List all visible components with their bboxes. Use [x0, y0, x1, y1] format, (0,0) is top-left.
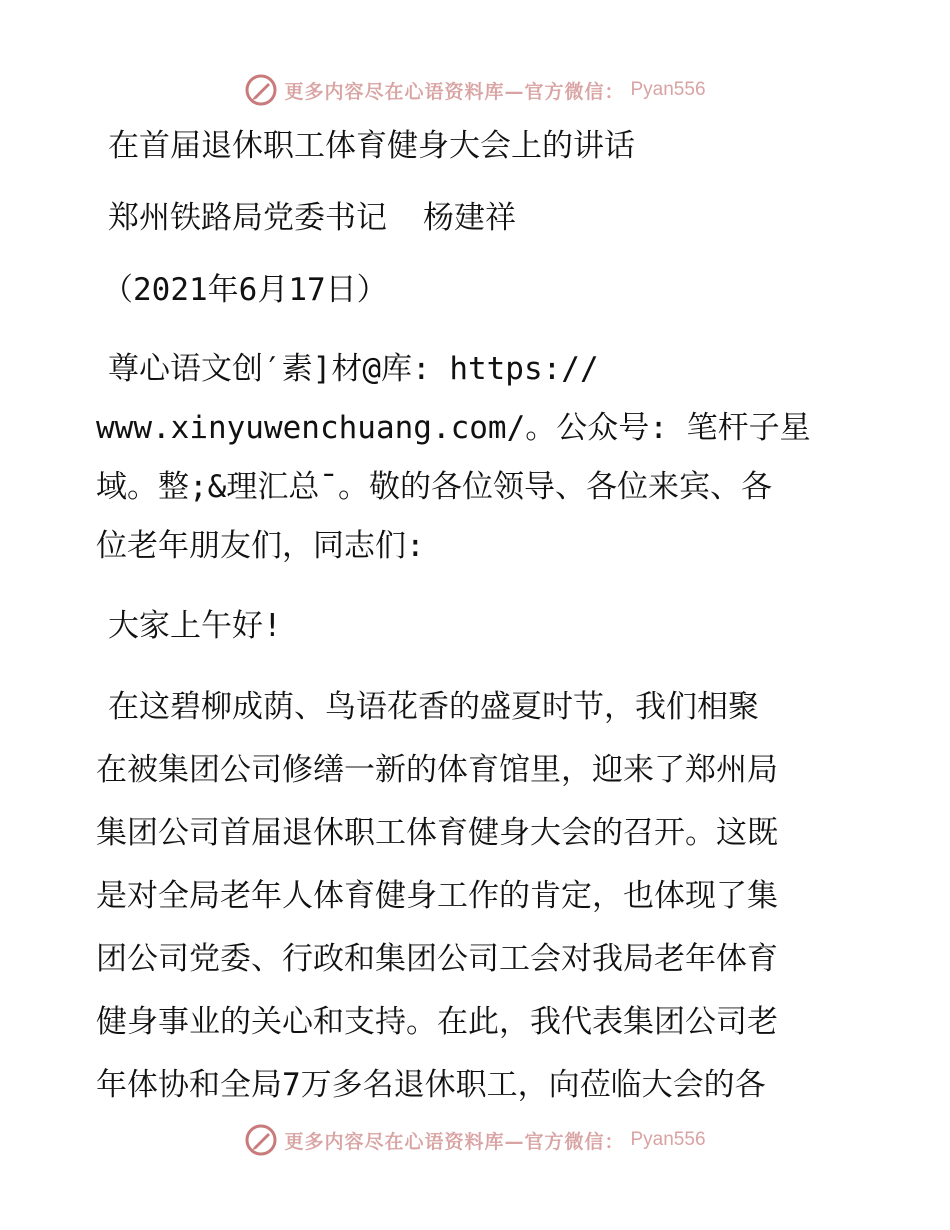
- header-watermark: [0, 70, 950, 110]
- pen-logo-icon: [244, 73, 278, 107]
- watermark-brand: Pyan556: [630, 79, 706, 100]
- body-line: 健身事业的关心和支持。在此，我代表集团公司老: [96, 1004, 778, 1040]
- intro-line: www.xinyuwenchuang.com/。公众号: 笔杆子星: [96, 410, 811, 446]
- body-paragraph: [96, 676, 856, 1117]
- greeting: 大家上午好!: [108, 608, 282, 644]
- intro-line: 尊心语文创′素]材@库: https://: [108, 351, 599, 387]
- intro-paragraph: [96, 340, 856, 576]
- document-date: （2021年6月17日）: [102, 272, 388, 308]
- body-line: 是对全局老年人体育健身工作的肯定，也体现了集: [96, 878, 778, 914]
- watermark-text: 更多内容尽在心语资料库—官方微信：: [284, 1130, 625, 1153]
- body-line: 团公司党委、行政和集团公司工会对我局老年体育: [96, 941, 778, 977]
- intro-line: 域。整;&理汇总¯。敬的各位领导、各位来宾、各: [96, 469, 772, 505]
- body-line: 在这碧柳成荫、鸟语花香的盛夏时节，我们相聚: [108, 689, 759, 725]
- watermark-brand: Pyan556: [630, 1129, 706, 1150]
- document-body: [96, 124, 856, 1117]
- body-line: 年体协和全局7万多名退休职工，向莅临大会的各: [96, 1067, 766, 1103]
- document-title: 在首届退休职工体育健身大会上的讲话: [108, 128, 635, 164]
- body-line: 在被集团公司修缮一新的体育馆里，迎来了郑州局: [96, 752, 778, 788]
- watermark-text: 更多内容尽在心语资料库—官方微信：: [284, 80, 625, 103]
- intro-line: 位老年朋友们，同志们:: [96, 528, 425, 564]
- document-author: [96, 196, 856, 240]
- pen-logo-icon: [244, 1123, 278, 1157]
- body-line: 集团公司首届退休职工体育健身大会的召开。这既: [96, 815, 778, 851]
- author-name: 杨建祥: [423, 200, 516, 236]
- author-org: 郑州铁路局党委书记: [108, 200, 387, 236]
- footer-watermark: [0, 1120, 950, 1160]
